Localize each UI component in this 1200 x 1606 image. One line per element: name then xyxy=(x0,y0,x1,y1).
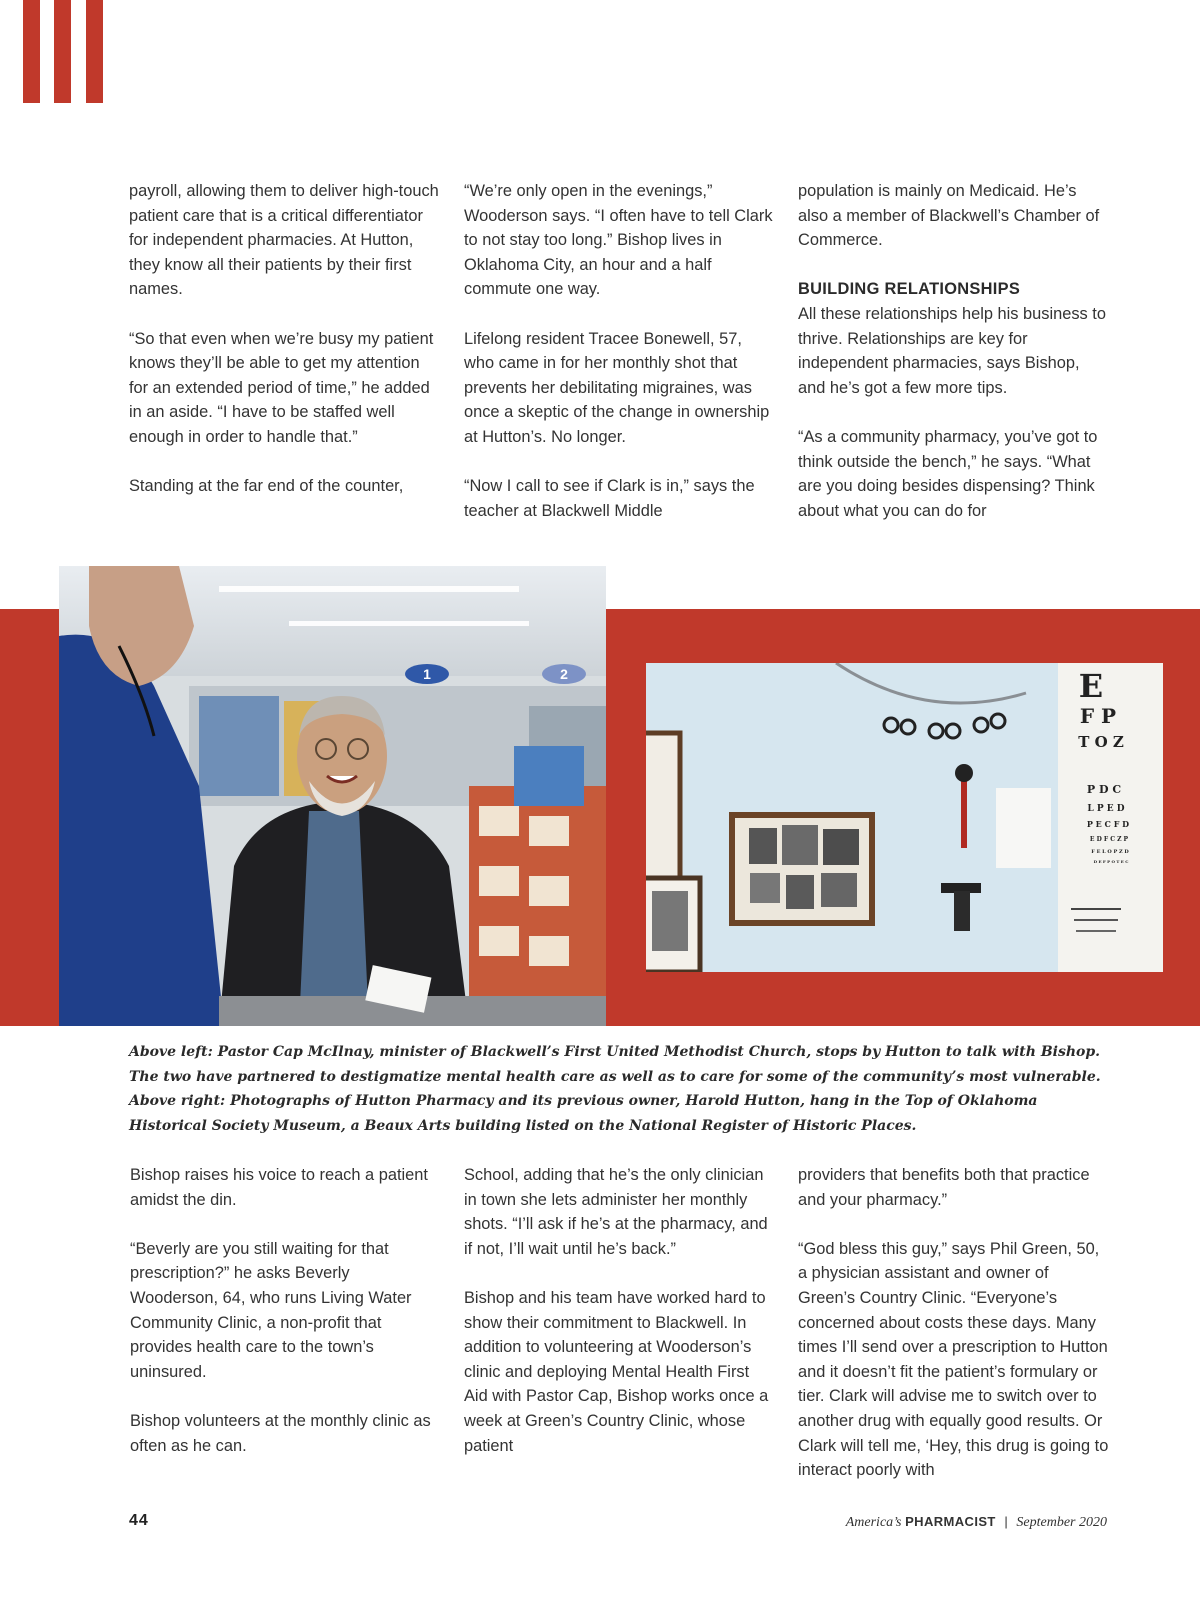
publication-prefix: America’s xyxy=(845,1515,902,1530)
eye-chart-row: F P xyxy=(1079,704,1117,728)
paragraph: population is mainly on Medicaid. He’s also a member of Blackwell’s Chamber of Commerce. xyxy=(798,182,1100,250)
paragraph: “We’re only open in the evenings,” Wooderson says. “I often have to tell Clark to not stay too long.” Bishop lives in Oklahoma City, an hour and a half commute one way. xyxy=(464,182,773,299)
paragraph: payroll, allowing them to deliver high-touch patient care that is a critical differentiator for independent pharmacies. At Hutton, they know all their patients by their first names. xyxy=(129,182,439,299)
page-number: 44 xyxy=(129,1512,149,1529)
eye-chart-row: E D F C Z P xyxy=(1089,836,1129,843)
paragraph: All these relationships help his business to thrive. Relationships are key for independent pharmacies, says Bishop, and he’s got a few more tips. xyxy=(798,304,1106,397)
museum-wall-illustration xyxy=(646,663,1163,972)
red-bar xyxy=(54,0,71,103)
issue-date: September 2020 xyxy=(1016,1515,1107,1530)
eye-chart-row: F E L O P Z D xyxy=(1091,849,1129,855)
pharmacy-scene-illustration xyxy=(59,566,606,1026)
paragraph: Bishop and his team have worked hard to show their commitment to Blackwell. In addition to volunteering at Wooderson’s clinic and deploying Mental Health First Aid with Pastor Cap, Bishop works once a week at Green’s Country Clinic, whose patient xyxy=(464,1288,769,1455)
paragraph: “Beverly are you still waiting for that prescription?” he asks Beverly Wooderson, 64, who runs Living Water Community Clinic, a non-profit that provides health care to the town’s uninsured. xyxy=(130,1239,412,1381)
top-column-2 xyxy=(464,179,776,523)
photo-caption: Above left: Pastor Cap McIlnay, minister of Blackwell’s First United Methodist Church, stops by Hutton to talk with Bishop. The two have partnered to destigmatize mental health care as well as to care for some of the community’s most vulnerable. Above right: Photographs of Hutton Pharmacy and its previous owner, Harold Hutton, hang in the Top of Oklahoma Historical Society Museum, a Beaux Arts building listed on the National Register of Historic Places. xyxy=(129,1044,1101,1134)
eye-chart-row: P E C F D xyxy=(1086,819,1130,829)
eye-chart-row: P D C xyxy=(1086,783,1122,796)
paragraph: Standing at the far end of the counter, xyxy=(129,477,404,496)
paragraph: “As a community pharmacy, you’ve got to think outside the bench,” he says. “What are you doing besides dispensing? Think about what you can do for xyxy=(798,427,1098,520)
eye-chart-row: L P E D xyxy=(1087,804,1125,814)
publication-name: PHARMACIST xyxy=(905,1514,996,1529)
top-column-3 xyxy=(798,179,1110,523)
paragraph: providers that benefits both that practice and your pharmacy.” xyxy=(798,1166,1090,1209)
publication-footer xyxy=(846,1514,1107,1531)
bottom-column-2 xyxy=(464,1163,776,1458)
aisle-sign-2-label: 2 xyxy=(560,666,568,682)
paragraph: “So that even when we’re busy my patient knows they’ll be able to get my attention for an extended period of time,” he added in an aside. “I have to be staffed well enough in order to handle that.” xyxy=(129,329,434,446)
paragraph: Bishop raises his voice to reach a patient amidst the din. xyxy=(130,1166,428,1209)
eye-chart-row: T O Z xyxy=(1078,733,1124,751)
decorative-red-bars xyxy=(23,0,105,103)
top-column-1 xyxy=(129,179,441,499)
photo-museum-wall xyxy=(646,663,1163,972)
paragraph: Bishop volunteers at the monthly clinic as often as he can. xyxy=(130,1411,431,1455)
red-bar xyxy=(23,0,40,103)
paragraph: Lifelong resident Tracee Bonewell, 57, who came in for her monthly shot that prevents her debilitating migraines, was once a skeptic of the change in ownership at Hutton’s. No longer. xyxy=(464,329,770,446)
bottom-column-1 xyxy=(130,1163,442,1458)
paragraph: “Now I call to see if Clark is in,” says the teacher at Blackwell Middle xyxy=(464,477,755,520)
eye-chart-row: E xyxy=(1078,667,1104,705)
aisle-sign-1-label: 1 xyxy=(423,666,431,682)
paragraph: “God bless this guy,” says Phil Green, 50, a physician assistant and owner of Green’s Country Clinic. “Everyone’s concerned about costs these days. Many times I’ll send over a prescription to Hutton and it doesn’t fit the patient’s formulary or tier. Clark will advise me to switch over to another drug with equally good results. Or Clark will tell me, ‘Hey, this drug is going to interact poorly with xyxy=(798,1239,1109,1480)
section-heading: BUILDING RELATIONSHIPS xyxy=(798,280,1021,299)
red-bar xyxy=(86,0,103,103)
photo-pharmacy-counter xyxy=(59,566,606,1026)
eye-chart-row: D E F P O T E C xyxy=(1093,859,1129,864)
bottom-column-3 xyxy=(798,1163,1110,1483)
paragraph: School, adding that he’s the only clinician in town she lets administer her monthly shots. “I’ll ask if he’s at the pharmacy, and if not, I’ll wait until he’s back.” xyxy=(464,1166,768,1258)
footer-separator: | xyxy=(1004,1514,1008,1529)
